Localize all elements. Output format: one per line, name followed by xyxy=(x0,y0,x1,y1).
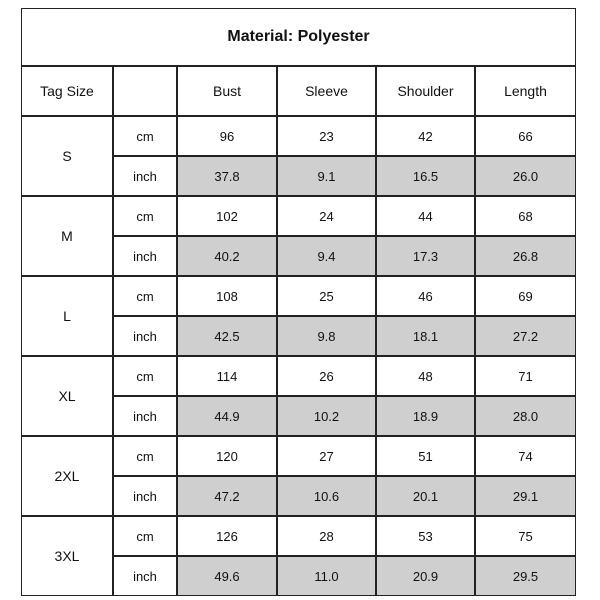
header-shoulder: Shoulder xyxy=(376,66,475,116)
bust-inch-value: 44.9 xyxy=(177,396,277,436)
sleeve-inch-value: 9.8 xyxy=(277,316,376,356)
unit-cm-label: cm xyxy=(113,196,177,236)
size-cell: XL xyxy=(21,356,113,436)
unit-cm-label: cm xyxy=(113,436,177,476)
length-cm-value: 74 xyxy=(475,436,576,476)
length-inch-value: 26.0 xyxy=(475,156,576,196)
bust-cm-value: 96 xyxy=(177,116,277,156)
bust-cm-value: 114 xyxy=(177,356,277,396)
size-cell: S xyxy=(21,116,113,196)
length-inch-value: 29.1 xyxy=(475,476,576,516)
bust-cm-value: 108 xyxy=(177,276,277,316)
shoulder-cm-value: 48 xyxy=(376,356,475,396)
header-unit xyxy=(113,66,177,116)
bust-inch-value: 40.2 xyxy=(177,236,277,276)
length-cm-value: 75 xyxy=(475,516,576,556)
length-cm-value: 71 xyxy=(475,356,576,396)
shoulder-inch-value: 18.1 xyxy=(376,316,475,356)
bust-inch-value: 37.8 xyxy=(177,156,277,196)
bust-inch-value: 47.2 xyxy=(177,476,277,516)
length-inch-value: 28.0 xyxy=(475,396,576,436)
shoulder-inch-value: 17.3 xyxy=(376,236,475,276)
unit-inch-label: inch xyxy=(113,236,177,276)
length-inch-value: 26.8 xyxy=(475,236,576,276)
bust-inch-value: 49.6 xyxy=(177,556,277,596)
unit-inch-label: inch xyxy=(113,396,177,436)
unit-inch-label: inch xyxy=(113,316,177,356)
length-cm-value: 66 xyxy=(475,116,576,156)
sleeve-cm-value: 26 xyxy=(277,356,376,396)
bust-cm-value: 126 xyxy=(177,516,277,556)
size-cell: 3XL xyxy=(21,516,113,596)
sleeve-inch-value: 9.4 xyxy=(277,236,376,276)
unit-cm-label: cm xyxy=(113,276,177,316)
size-cell: L xyxy=(21,276,113,356)
length-inch-value: 29.5 xyxy=(475,556,576,596)
length-inch-value: 27.2 xyxy=(475,316,576,356)
bust-cm-value: 120 xyxy=(177,436,277,476)
sleeve-inch-value: 10.6 xyxy=(277,476,376,516)
shoulder-cm-value: 53 xyxy=(376,516,475,556)
sleeve-inch-value: 10.2 xyxy=(277,396,376,436)
sleeve-inch-value: 9.1 xyxy=(277,156,376,196)
shoulder-inch-value: 18.9 xyxy=(376,396,475,436)
shoulder-inch-value: 20.9 xyxy=(376,556,475,596)
sleeve-inch-value: 11.0 xyxy=(277,556,376,596)
sleeve-cm-value: 27 xyxy=(277,436,376,476)
unit-inch-label: inch xyxy=(113,476,177,516)
shoulder-cm-value: 44 xyxy=(376,196,475,236)
header-sleeve: Sleeve xyxy=(277,66,376,116)
shoulder-cm-value: 51 xyxy=(376,436,475,476)
length-cm-value: 68 xyxy=(475,196,576,236)
size-cell: M xyxy=(21,196,113,276)
shoulder-cm-value: 42 xyxy=(376,116,475,156)
sleeve-cm-value: 23 xyxy=(277,116,376,156)
size-cell: 2XL xyxy=(21,436,113,516)
shoulder-inch-value: 20.1 xyxy=(376,476,475,516)
header-bust: Bust xyxy=(177,66,277,116)
header-length: Length xyxy=(475,66,576,116)
bust-inch-value: 42.5 xyxy=(177,316,277,356)
unit-inch-label: inch xyxy=(113,156,177,196)
shoulder-cm-value: 46 xyxy=(376,276,475,316)
size-chart-table xyxy=(21,8,576,594)
header-tag-size: Tag Size xyxy=(21,66,113,116)
bust-cm-value: 102 xyxy=(177,196,277,236)
sleeve-cm-value: 25 xyxy=(277,276,376,316)
sleeve-cm-value: 28 xyxy=(277,516,376,556)
unit-cm-label: cm xyxy=(113,356,177,396)
unit-cm-label: cm xyxy=(113,116,177,156)
unit-inch-label: inch xyxy=(113,556,177,596)
length-cm-value: 69 xyxy=(475,276,576,316)
unit-cm-label: cm xyxy=(113,516,177,556)
sleeve-cm-value: 24 xyxy=(277,196,376,236)
shoulder-inch-value: 16.5 xyxy=(376,156,475,196)
table-title: Material: Polyester xyxy=(21,8,576,66)
